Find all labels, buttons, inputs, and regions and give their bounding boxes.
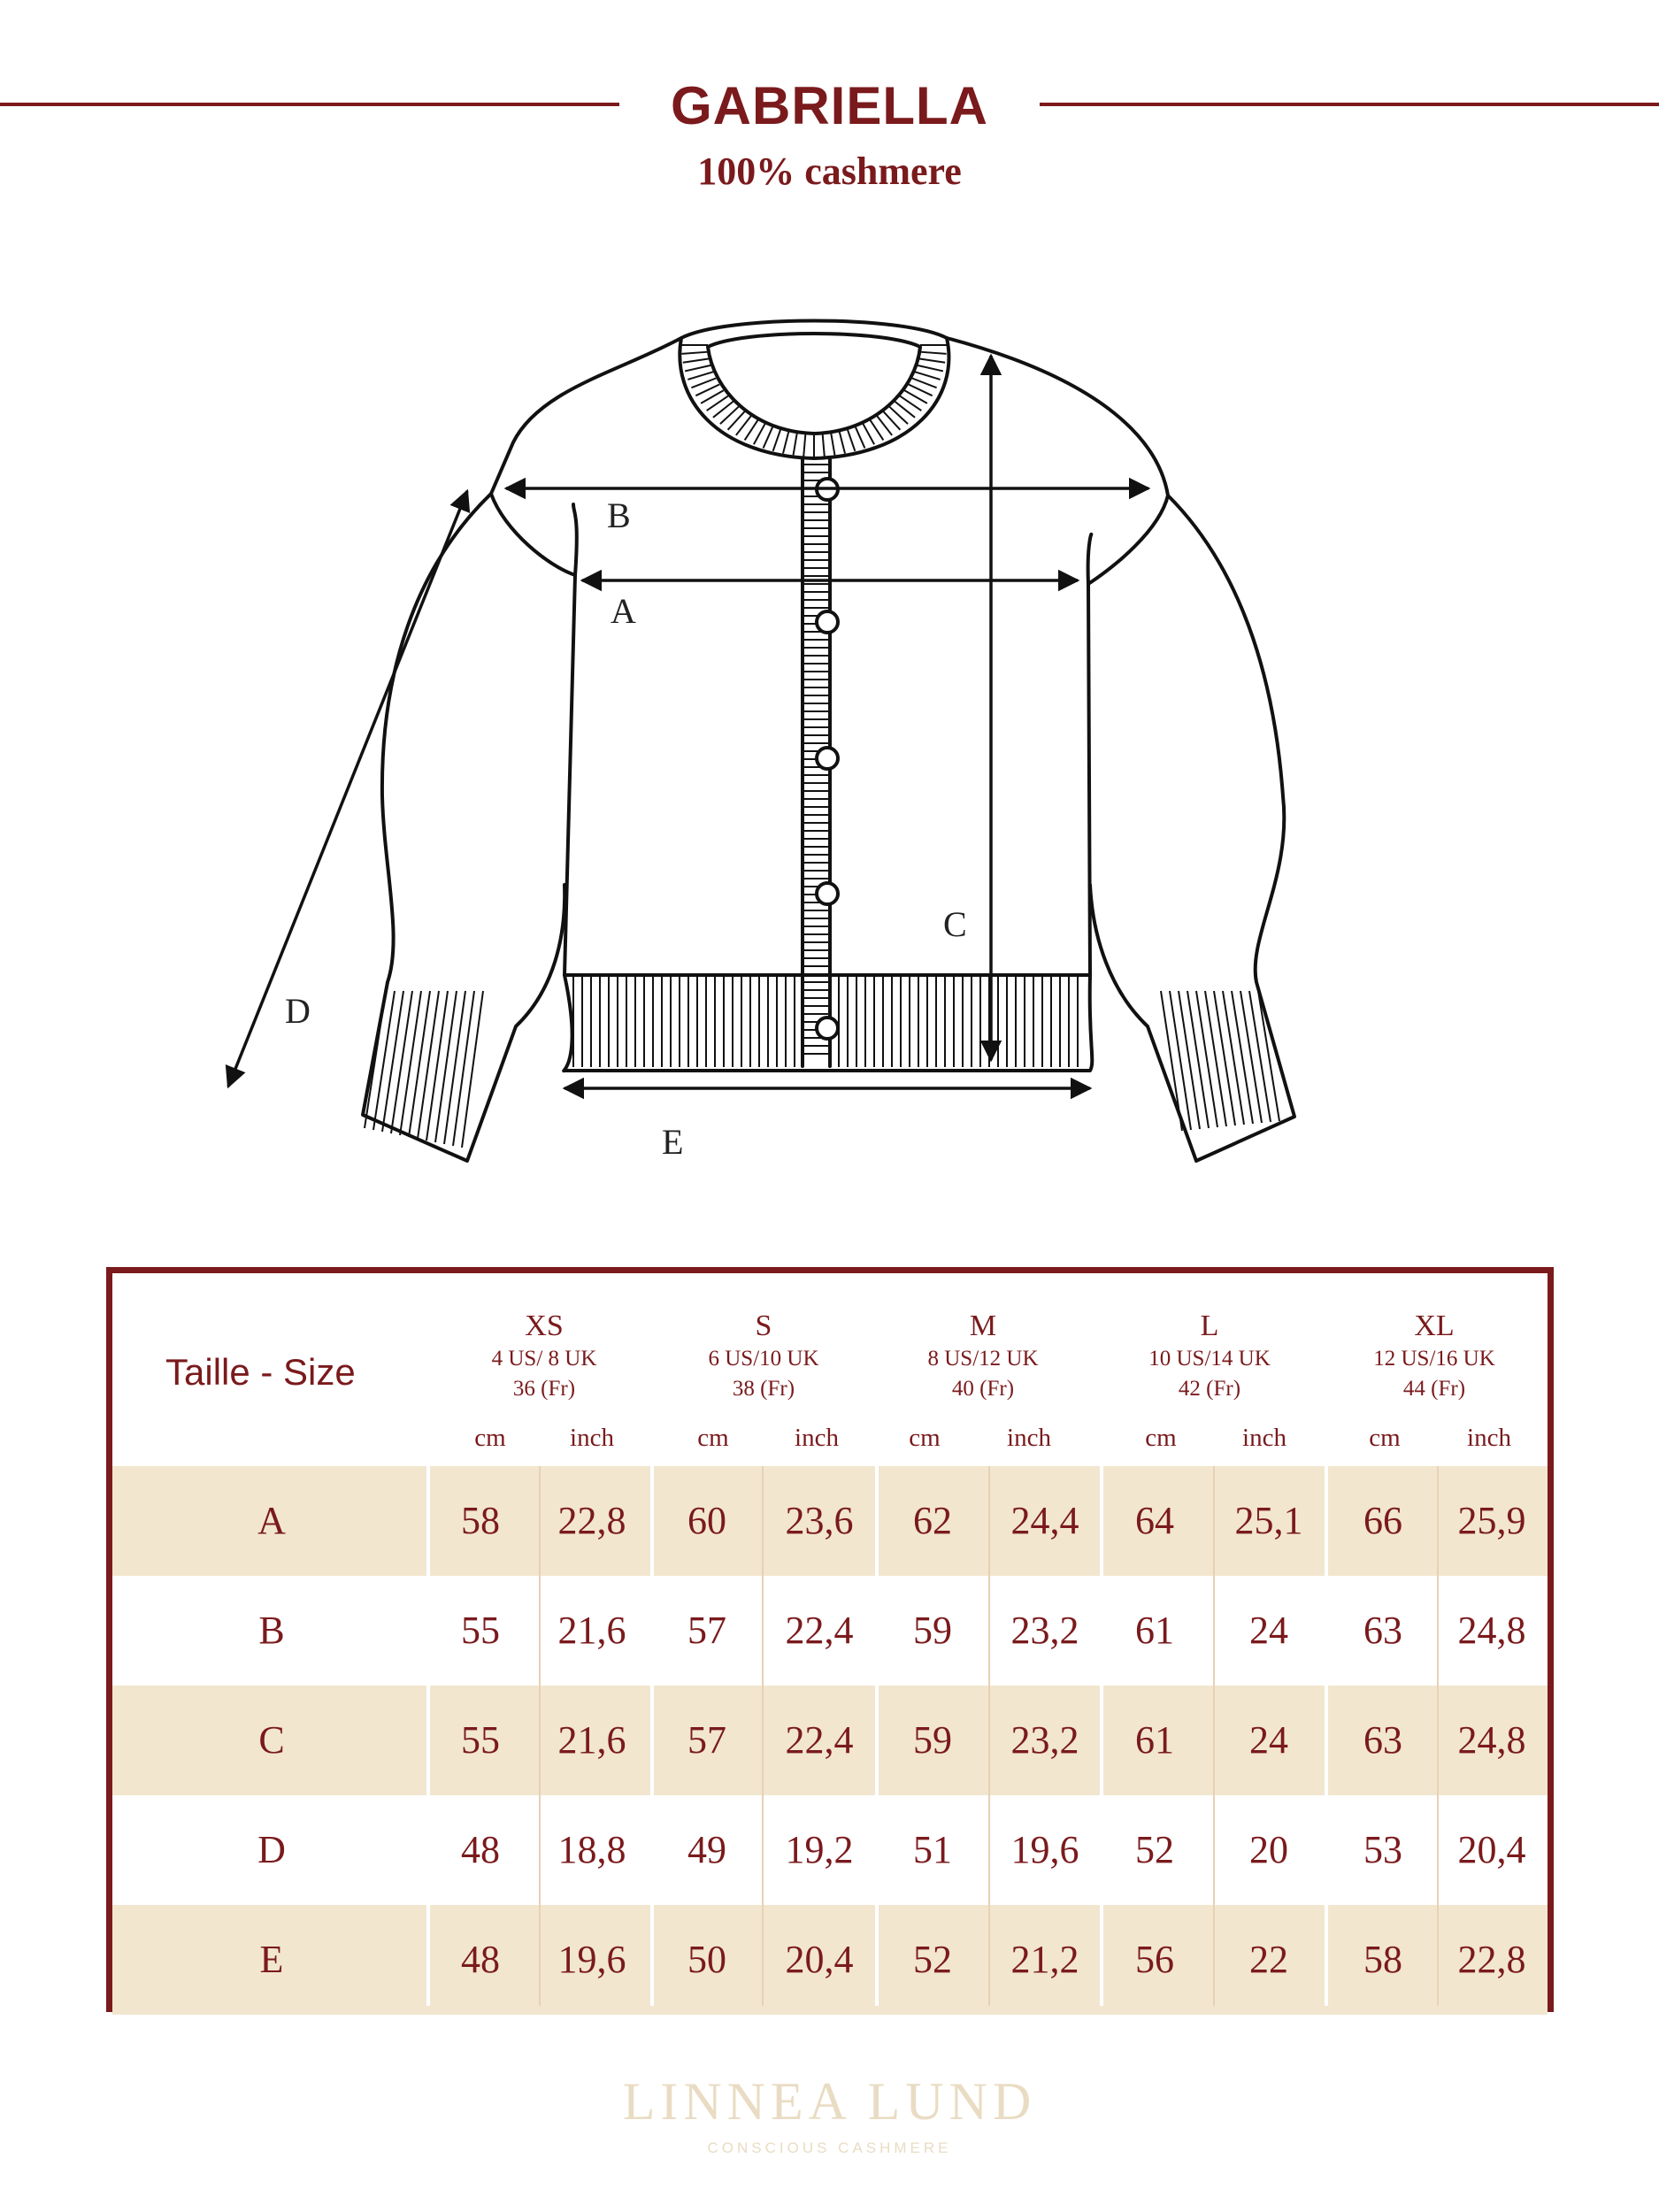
row-label: E — [259, 1938, 284, 1981]
column-divider — [1437, 1466, 1439, 2006]
unit-cm: cm — [697, 1424, 729, 1452]
row-label: D — [257, 1828, 286, 1871]
column-divider — [1100, 1466, 1103, 2006]
size-fr: 38 (Fr) — [732, 1377, 795, 1401]
table-cell: 53 — [1363, 1828, 1402, 1871]
column-divider — [875, 1466, 879, 2006]
right-sleeve — [1090, 495, 1294, 1161]
table-cell: 59 — [913, 1609, 952, 1652]
label-c: C — [943, 904, 967, 944]
table-cell: 20,4 — [1457, 1828, 1526, 1871]
table-cell: 63 — [1363, 1609, 1402, 1652]
unit-cm: cm — [1145, 1424, 1177, 1452]
size-us-uk: 4 US/ 8 UK — [491, 1347, 597, 1371]
unit-inch: inch — [1007, 1424, 1051, 1452]
table-cell: 51 — [913, 1828, 952, 1871]
unit-inch: inch — [1242, 1424, 1286, 1452]
table-cell: 64 — [1135, 1499, 1174, 1542]
size-name: L — [1200, 1310, 1219, 1342]
row-label: B — [258, 1609, 285, 1652]
column-divider — [426, 1466, 430, 2006]
column-divider — [1213, 1466, 1215, 2006]
table-cell: 24,8 — [1457, 1609, 1526, 1652]
table-cell: 22,4 — [785, 1718, 854, 1762]
table-cell: 48 — [461, 1938, 500, 1981]
table-cell: 21,6 — [557, 1718, 626, 1762]
table-cell: 19,6 — [1010, 1828, 1079, 1871]
table-cell: 55 — [461, 1609, 500, 1652]
row-label: A — [257, 1499, 286, 1542]
table-cell: 19,2 — [785, 1828, 854, 1871]
table-cell: 24,4 — [1010, 1499, 1079, 1542]
table-cell: 24 — [1249, 1609, 1288, 1652]
cardigan-diagram — [0, 265, 1659, 1194]
table-cell: 22,4 — [785, 1609, 854, 1652]
label-a: A — [611, 591, 636, 631]
table-row-c — [112, 1686, 1548, 1795]
size-name: XL — [1414, 1310, 1455, 1342]
table-cell: 60 — [687, 1499, 726, 1542]
size-column-m — [870, 1309, 1096, 1404]
size-column-s — [650, 1309, 877, 1404]
table-cell: 21,6 — [557, 1609, 626, 1652]
size-name: M — [969, 1310, 997, 1342]
brand-logo: LINNEA LUND — [622, 2072, 1037, 2131]
table-cell: 49 — [687, 1828, 726, 1871]
row-label: C — [258, 1718, 285, 1762]
table-cell: 57 — [687, 1718, 726, 1762]
column-divider — [1325, 1466, 1328, 2006]
table-cell: 22,8 — [1457, 1938, 1526, 1981]
table-cell: 63 — [1363, 1718, 1402, 1762]
size-fr: 36 (Fr) — [512, 1377, 576, 1401]
unit-inch: inch — [570, 1424, 614, 1452]
size-fr: 40 (Fr) — [951, 1377, 1015, 1401]
arrow-d — [228, 491, 467, 1087]
unit-cm: cm — [1369, 1424, 1401, 1452]
table-cell: 22,8 — [557, 1499, 626, 1542]
column-divider — [650, 1466, 654, 2006]
size-fr: 42 (Fr) — [1178, 1377, 1241, 1401]
table-cell: 22 — [1249, 1938, 1288, 1981]
table-cell: 19,6 — [557, 1938, 626, 1981]
table-cell: 48 — [461, 1828, 500, 1871]
table-cell: 21,2 — [1010, 1938, 1079, 1981]
table-cell: 18,8 — [557, 1828, 626, 1871]
table-cell: 23,2 — [1010, 1718, 1079, 1762]
size-us-uk: 12 US/16 UK — [1373, 1347, 1495, 1371]
unit-cm: cm — [909, 1424, 941, 1452]
table-cell: 57 — [687, 1609, 726, 1652]
unit-inch: inch — [795, 1424, 839, 1452]
table-cell: 58 — [1363, 1938, 1402, 1981]
unit-cm: cm — [474, 1424, 506, 1452]
column-divider — [539, 1466, 541, 2006]
table-cell: 20 — [1249, 1828, 1288, 1871]
table-cell: 24,8 — [1457, 1718, 1526, 1762]
table-cell: 62 — [913, 1499, 952, 1542]
size-us-uk: 8 US/12 UK — [927, 1347, 1039, 1371]
table-row-b — [112, 1576, 1548, 1686]
size-header-label: Taille - Size — [165, 1351, 356, 1393]
buttons — [817, 479, 838, 1039]
label-d: D — [285, 991, 311, 1031]
table-cell: 52 — [1135, 1828, 1174, 1871]
size-column-xs — [431, 1309, 657, 1404]
table-cell: 25,9 — [1457, 1499, 1526, 1542]
size-fr: 44 (Fr) — [1402, 1377, 1466, 1401]
table-cell: 56 — [1135, 1938, 1174, 1981]
size-us-uk: 6 US/10 UK — [708, 1347, 819, 1371]
size-column-xl — [1321, 1309, 1548, 1404]
table-row-d — [112, 1795, 1548, 1905]
table-cell: 23,6 — [785, 1499, 854, 1542]
table-cell: 20,4 — [785, 1938, 854, 1981]
table-cell: 55 — [461, 1718, 500, 1762]
label-e: E — [662, 1122, 684, 1162]
label-b: B — [607, 495, 631, 535]
table-row-a — [112, 1466, 1548, 1576]
table-cell: 61 — [1135, 1718, 1174, 1762]
column-divider — [762, 1466, 764, 2006]
table-cell: 50 — [687, 1938, 726, 1981]
table-cell: 66 — [1363, 1499, 1402, 1542]
table-cell: 23,2 — [1010, 1609, 1079, 1652]
table-cell: 59 — [913, 1718, 952, 1762]
table-row-e — [112, 1905, 1548, 2015]
size-column-l — [1096, 1309, 1323, 1404]
brand-tagline: CONSCIOUS CASHMERE — [707, 2139, 952, 2156]
column-divider — [988, 1466, 990, 2006]
product-material: 100% cashmere — [697, 150, 962, 193]
table-cell: 52 — [913, 1938, 952, 1981]
size-name: XS — [525, 1310, 564, 1342]
unit-inch: inch — [1467, 1424, 1511, 1452]
table-cell: 58 — [461, 1499, 500, 1542]
table-cell: 24 — [1249, 1718, 1288, 1762]
size-name: S — [755, 1310, 772, 1342]
table-cell: 61 — [1135, 1609, 1174, 1652]
product-title: GABRIELLA — [671, 76, 988, 135]
size-chart-table — [106, 1267, 1554, 2012]
size-us-uk: 10 US/14 UK — [1148, 1347, 1271, 1371]
table-cell: 25,1 — [1234, 1499, 1303, 1542]
